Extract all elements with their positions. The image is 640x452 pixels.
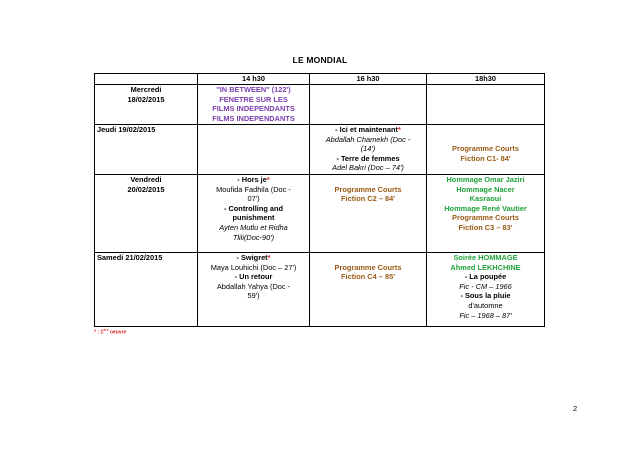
screening-line bbox=[200, 263, 307, 273]
screening-line bbox=[312, 253, 424, 263]
screening-text: FENETRE SUR LES bbox=[219, 94, 288, 104]
screening-text: d'automne bbox=[468, 300, 503, 310]
schedule-row bbox=[95, 175, 545, 253]
screening-cell-slot2 bbox=[310, 175, 427, 253]
screening-line bbox=[200, 185, 307, 195]
screening-cell-slot3 bbox=[427, 253, 545, 327]
screening-line bbox=[429, 311, 542, 321]
day-cell bbox=[95, 175, 198, 253]
page-title: LE MONDIAL bbox=[292, 55, 348, 65]
screening-line bbox=[429, 253, 542, 263]
screening-line bbox=[312, 135, 424, 145]
page-number: 2 bbox=[573, 404, 578, 413]
screening-text: punishment bbox=[232, 213, 275, 223]
screening-line bbox=[429, 204, 542, 214]
screening-text: - Terre de femmes bbox=[336, 153, 400, 163]
screening-text: Fic - CM – 1966 bbox=[459, 281, 512, 291]
first-work-marker: * bbox=[266, 175, 270, 184]
schedule-row bbox=[95, 253, 545, 327]
screening-line bbox=[429, 213, 542, 223]
screening-text: Abdallah Chamekh (Doc - bbox=[325, 134, 411, 144]
screening-text: Programme Courts bbox=[452, 213, 519, 223]
screening-text: - Sous la pluie bbox=[460, 291, 511, 301]
screening-line bbox=[200, 223, 307, 233]
screening-line bbox=[200, 213, 307, 223]
screening-text: "IN BETWEEN" (122') bbox=[216, 85, 291, 94]
day-label: Samedi 21/02/2015 bbox=[97, 253, 163, 262]
screening-line bbox=[429, 185, 542, 195]
schedule-table bbox=[94, 73, 545, 327]
screening-line bbox=[200, 253, 307, 263]
screening-text: Moufida Fadhila (Doc - bbox=[216, 184, 291, 194]
screening-text: Programme Courts bbox=[452, 144, 519, 154]
first-work-marker: * bbox=[397, 125, 401, 134]
screening-line bbox=[200, 95, 307, 105]
screening-text: Programme Courts bbox=[334, 262, 402, 272]
day-label: Jeudi 19/02/2015 bbox=[97, 125, 156, 134]
screening-line bbox=[200, 204, 307, 214]
screening-text: - Swigret bbox=[236, 253, 268, 262]
screening-text: Kasraoui bbox=[469, 194, 502, 204]
header-row bbox=[95, 74, 545, 85]
screening-text: - Hors je bbox=[237, 175, 267, 184]
schedule-row bbox=[95, 85, 545, 125]
screening-line bbox=[429, 291, 542, 301]
screening-line bbox=[312, 175, 424, 185]
screening-line bbox=[429, 194, 542, 204]
screening-text: - Ici et maintenant bbox=[335, 125, 398, 134]
screening-line bbox=[312, 163, 424, 173]
first-work-marker: * bbox=[267, 253, 271, 262]
screening-text: Tlili(Doc-90') bbox=[232, 232, 275, 242]
screening-cell-slot1 bbox=[198, 253, 310, 327]
screening-line bbox=[312, 154, 424, 164]
screening-cell-slot3 bbox=[427, 125, 545, 175]
footnote: * : 1ère oeuvre bbox=[94, 328, 127, 336]
screening-text: Ayten Mutlu et Ridha bbox=[219, 222, 288, 232]
screening-cell-slot1 bbox=[198, 175, 310, 253]
screening-line bbox=[200, 282, 307, 292]
screening-text: Hommage René Vautier bbox=[444, 203, 527, 213]
schedule-row bbox=[95, 125, 545, 175]
screening-line bbox=[429, 135, 542, 145]
screening-cell-slot3 bbox=[427, 175, 545, 253]
screening-text: Fiction C3 – 83' bbox=[458, 222, 513, 232]
screening-line bbox=[200, 291, 307, 301]
screening-line bbox=[312, 272, 424, 282]
day-cell bbox=[95, 125, 198, 175]
screening-line bbox=[312, 185, 424, 195]
screening-line bbox=[200, 114, 307, 124]
screening-text: FILMS INDEPENDANTS bbox=[212, 104, 295, 114]
screening-line bbox=[429, 223, 542, 233]
screening-line bbox=[429, 301, 542, 311]
screening-line bbox=[429, 144, 542, 154]
screening-line bbox=[429, 154, 542, 164]
time-header: 16 h30 bbox=[310, 74, 427, 85]
header-corner bbox=[95, 74, 198, 85]
screening-text: - Controlling and bbox=[223, 203, 284, 213]
screening-text: Fiction C2 – 84' bbox=[341, 194, 395, 204]
day-cell bbox=[95, 85, 198, 125]
screening-text: - Un retour bbox=[234, 272, 273, 282]
screening-line bbox=[312, 194, 424, 204]
screening-cell-slot1 bbox=[198, 125, 310, 175]
screening-text: Adel Bakri (Doc – 74') bbox=[332, 163, 404, 173]
time-header: 14 h30 bbox=[198, 74, 310, 85]
screening-line bbox=[312, 144, 424, 154]
screening-text: Fiction C1- 84' bbox=[460, 153, 511, 163]
day-label: 18/02/2015 bbox=[127, 94, 165, 104]
screening-cell-slot3 bbox=[427, 85, 545, 125]
screening-text: FILMS INDEPENDANTS bbox=[212, 113, 295, 123]
screening-line bbox=[200, 85, 307, 95]
time-header: 18h30 bbox=[427, 74, 545, 85]
screening-line bbox=[312, 125, 424, 135]
screening-cell-slot2 bbox=[310, 85, 427, 125]
screening-line bbox=[200, 175, 307, 185]
screening-text: - La poupée bbox=[464, 272, 507, 282]
screening-line bbox=[429, 263, 542, 273]
screening-cell-slot1 bbox=[198, 85, 310, 125]
screening-line bbox=[429, 175, 542, 185]
screening-text: 59') bbox=[247, 291, 260, 301]
screening-line bbox=[429, 272, 542, 282]
screening-text: Hommage Nacer bbox=[456, 184, 515, 194]
screening-text: Abdallah Yahya (Doc - bbox=[216, 281, 291, 291]
day-cell bbox=[95, 253, 198, 327]
screening-line bbox=[200, 194, 307, 204]
screening-text: 07') bbox=[247, 194, 260, 204]
screening-text: Fiction C4 – 85' bbox=[341, 272, 395, 282]
screening-line bbox=[200, 104, 307, 114]
day-label: Mercredi bbox=[130, 85, 162, 94]
screening-text: Hommage Omar Jaziri bbox=[446, 175, 525, 184]
day-label: Vendredi bbox=[130, 175, 162, 184]
screening-cell-slot2 bbox=[310, 253, 427, 327]
day-label: 20/02/2015 bbox=[127, 184, 165, 194]
screening-text: (14') bbox=[360, 144, 376, 154]
screening-text: Fic – 1968 – 87' bbox=[459, 310, 512, 320]
screening-line bbox=[312, 263, 424, 273]
screening-line bbox=[200, 233, 307, 243]
screening-cell-slot2 bbox=[310, 125, 427, 175]
screening-line bbox=[429, 125, 542, 135]
screening-text: Ahmed LEKHCHINE bbox=[450, 262, 521, 272]
screening-text: Soirée HOMMAGE bbox=[453, 253, 518, 262]
screening-text: Programme Courts bbox=[334, 184, 402, 194]
screening-text: Maya Louhichi (Doc – 27') bbox=[210, 262, 297, 272]
screening-line bbox=[429, 282, 542, 292]
screening-line bbox=[200, 272, 307, 282]
